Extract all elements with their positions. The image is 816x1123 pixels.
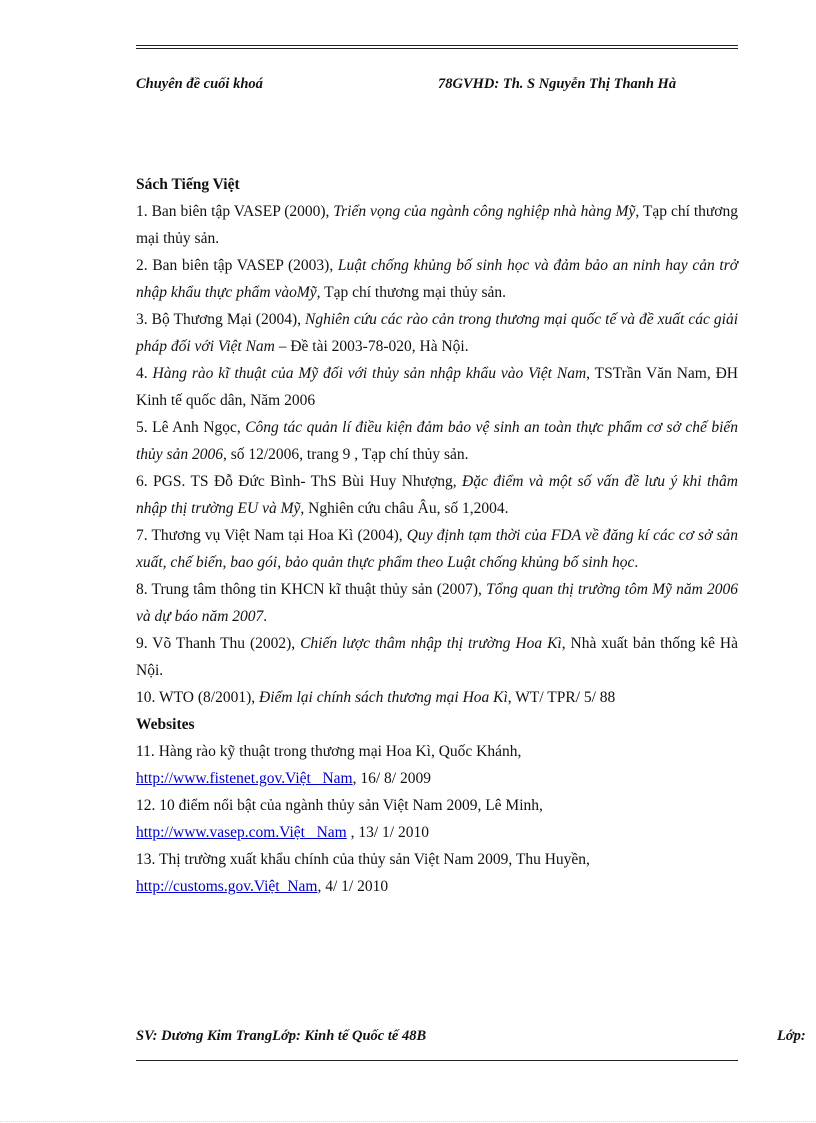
reference-list (136, 171, 738, 900)
ref-title: Tổng quan thị trường tôm Mỹ năm 2006 và dự báo năm 2007 (136, 581, 738, 625)
ref-author: Trung tâm thông tin KHCN kĩ thuật thủy sản (2007), (151, 581, 487, 598)
ref-author: Thương vụ Việt Nam tại Hoa Kì (2004), (151, 527, 407, 544)
header-rule (136, 45, 738, 49)
ref-title: Luật chống khủng bố sinh học và đảm bảo an ninh hay cản trở nhập khẩu thực phẩm vàoMỹ, (136, 257, 739, 301)
ref-number: 13. (136, 851, 159, 868)
ref-title: Điểm lại chính sách thương mại Hoa Kì (259, 689, 508, 706)
ref-number: 4. (136, 365, 153, 382)
ref-number: 7. (136, 527, 152, 544)
reference-item (136, 684, 738, 711)
reference-item (136, 468, 738, 522)
header-left: Chuyên đề cuối khoá (136, 76, 263, 92)
reference-item (136, 414, 738, 468)
ref-text: Hàng rào kỹ thuật trong thương mại Hoa Kì, Quốc Khánh, (158, 743, 522, 760)
websites-heading: Websites (136, 716, 195, 733)
ref-author: WTO (8/2001), (158, 689, 260, 706)
ref-author: Ban biên tập VASEP (2000), (151, 203, 334, 220)
ref-number: 1. (136, 203, 152, 220)
ref-number: 2. (136, 257, 153, 274)
ref-title: Quy định tạm thời của FDA về đăng kí các cơ sở sản xuất, chế biến, bao gói, bảo quản thực phẩm theo Luật chống khủng bố sinh học (136, 527, 738, 571)
ref-author: Lê Anh Ngọc, (152, 419, 246, 436)
page-edge (0, 1121, 816, 1122)
website-link[interactable]: http://www.vasep.com.Việt _Nam (136, 824, 347, 841)
ref-source: , TSTrần Văn Nam, ĐH Kinh tế quốc dân, Năm 2006 (136, 365, 738, 409)
page-header (136, 76, 738, 96)
ref-title: Đặc điểm và một số vấn đề lưu ý khi thâm nhập thị trường EU và Mỹ (136, 473, 739, 517)
ref-author: PGS. TS Đỗ Đức Bình- ThS Bùi Huy Nhượng, (153, 473, 463, 490)
ref-title: Hàng rào kĩ thuật của Mỹ đối với thủy sản nhập khẩu vào Việt Nam (152, 365, 587, 382)
ref-text: Thị trường xuất khẩu chính của thủy sản Việt Nam 2009, Thu Huyền, (158, 851, 590, 868)
ref-date: , 13/ 1/ 2010 (346, 824, 429, 841)
ref-source: Đề tài 2003-78-020, Hà Nội. (286, 338, 469, 355)
website-link[interactable]: http://customs.gov.Việt_Nam (136, 878, 318, 895)
ref-title: Triển vọng của ngành công nghiệp nhà hàng Mỹ (333, 203, 636, 220)
ref-source: , số 12/2006, trang 9 , Tạp chí thủy sản. (222, 446, 469, 463)
ref-number: 5. (136, 419, 153, 436)
ref-title: Nghiên cứu các rào cản trong thương mại quốc tế và đề xuất các giải pháp đối với Việt Nam – (136, 311, 739, 355)
ref-author: Võ Thanh Thu (2002), (152, 635, 301, 652)
ref-author: Bộ Thương Mại (2004), (151, 311, 306, 328)
website-item (136, 738, 738, 792)
reference-item (136, 630, 738, 684)
ref-source: , Nghiên cứu châu Âu, số 1,2004. (300, 500, 509, 517)
ref-date: , 4/ 1/ 2010 (317, 878, 389, 895)
ref-number: 12. (136, 797, 160, 814)
ref-number: 9. (136, 635, 153, 652)
website-item (136, 792, 738, 846)
books-heading: Sách Tiếng Việt (136, 176, 240, 193)
footer-rule (136, 1060, 738, 1061)
header-right: 78GVHD: Th. S Nguyễn Thị Thanh Hà (438, 76, 677, 92)
ref-number: 11. (136, 743, 159, 760)
website-link[interactable]: http://www.fistenet.gov.Việt _Nam (136, 770, 353, 787)
ref-author: Ban biên tập VASEP (2003), (152, 257, 338, 274)
ref-number: 6. (136, 473, 154, 490)
ref-title: Công tác quản lí điều kiện đảm bảo vệ sinh an toàn thực phẩm cơ sở chế biến thủy sản 2006 (136, 419, 739, 463)
ref-source: , Nhà xuất bản thống kê Hà Nội. (136, 635, 738, 679)
footer-left: SV: Dương Kim TrangLớp: Kinh tế Quốc tế 48B (136, 1028, 427, 1044)
reference-item (136, 576, 738, 630)
ref-source: , Tạp chí thương mại thủy sản. (136, 203, 738, 247)
website-item (136, 846, 738, 900)
ref-source: , WT/ TPR/ 5/ 88 (507, 689, 616, 706)
reference-item (136, 198, 738, 252)
footer-right: Lớp: (777, 1028, 806, 1044)
reference-item (136, 306, 738, 360)
page-footer (136, 1028, 816, 1048)
reference-item (136, 360, 738, 414)
ref-source: . (263, 608, 268, 625)
ref-source: Tạp chí thương mại thủy sản. (320, 284, 507, 301)
ref-number: 10. (136, 689, 159, 706)
ref-text: 10 điểm nổi bật của ngành thủy sản Việt Nam 2009, Lê Minh, (159, 797, 543, 814)
ref-title: Chiến lược thâm nhập thị trường Hoa Kì (300, 635, 562, 652)
ref-source: . (634, 554, 639, 571)
reference-item (136, 522, 738, 576)
ref-number: 8. (136, 581, 152, 598)
reference-item (136, 252, 738, 306)
ref-number: 3. (136, 311, 152, 328)
ref-date: , 16/ 8/ 2009 (352, 770, 431, 787)
